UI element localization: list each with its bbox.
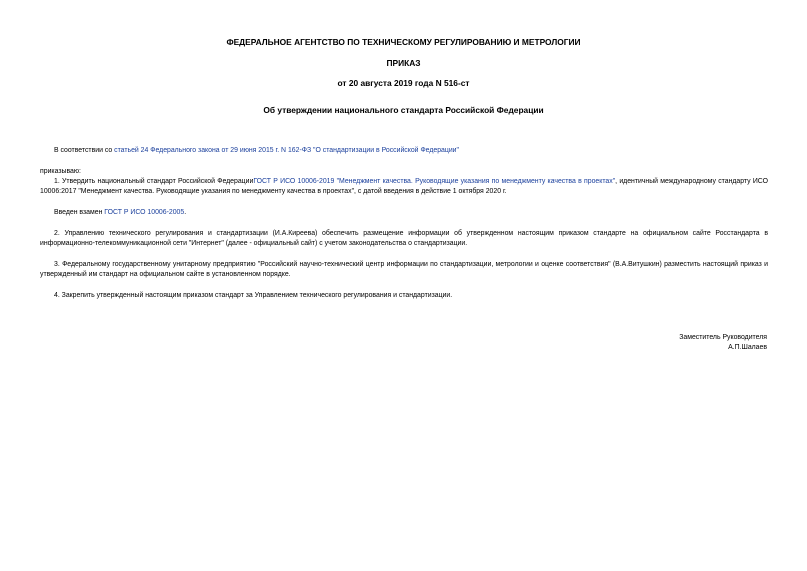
preamble-paragraph [40,146,768,156]
date-number-heading: от 20 августа 2019 года N 516-ст [337,78,470,88]
subject-heading: Об утверждении национального стандарта Российской Федерации [263,105,544,115]
item-2-paragraph: 2. Управлению технического регулирования и стандартизации (И.А.Киреева) обеспечить размещение информации об утвержденном настоящим приказом стандарте на официальном сайте Росстандарта в информационно-телекоммуникационной сети "Интернет" (далее - официальный сайт) с учетом законодательства о стандартизации. [40,230,768,247]
gost-2005-link[interactable]: ГОСТ Р ИСО 10006-2005 [104,209,185,216]
signature-name: А.П.Шалаев [728,344,767,351]
item-3-paragraph: 3. Федеральному государственному унитарному предприятию "Российский научно-технический центр информации по стандартизации, метрологии и оценке соответствия" (В.А.Витушкин) разместить настоящий приказ и утвержденный им стандарт на официальном сайте в установленном порядке. [40,261,768,278]
item-1-suffix: , идентичный международному стандарту ИСО 10006:2017 "Менеджмент качества. Руководящие указания по менеджменту качества в проектах", с датой введения в действие 1 октября 2020 г. [40,178,768,195]
agency-heading: ФЕДЕРАЛЬНОЕ АГЕНТСТВО ПО ТЕХНИЧЕСКОМУ РЕГУЛИРОВАНИЮ И МЕТРОЛОГИИ [226,37,581,47]
gost-2019-link[interactable]: ГОСТ Р ИСО 10006-2019 "Менеджмент качества. Руководящие указания по менеджменту качества в проектах" [253,178,616,185]
law-article-link[interactable]: статьей 24 Федерального закона от 29 июня 2015 г. N 162-ФЗ "О стандартизации в Российской Федерации" [114,147,459,154]
replaced-prefix: Введен взамен [54,209,105,216]
item-4-paragraph: 4. Закрепить утвержденный настоящим приказом стандарт за Управлением технического регулирования и стандартизации. [54,292,453,299]
doc-type-heading: ПРИКАЗ [386,58,421,68]
signature-position: Заместитель Руководителя [679,334,767,341]
replaced-suffix: . [184,209,187,216]
preamble-prefix: В соответствии со [54,147,115,154]
item-1-prefix: 1. Утвердить национальный стандарт Российской Федерации [54,178,254,185]
item-1-paragraph [40,177,768,197]
replaced-paragraph [40,208,768,218]
order-word: приказываю: [40,168,81,175]
